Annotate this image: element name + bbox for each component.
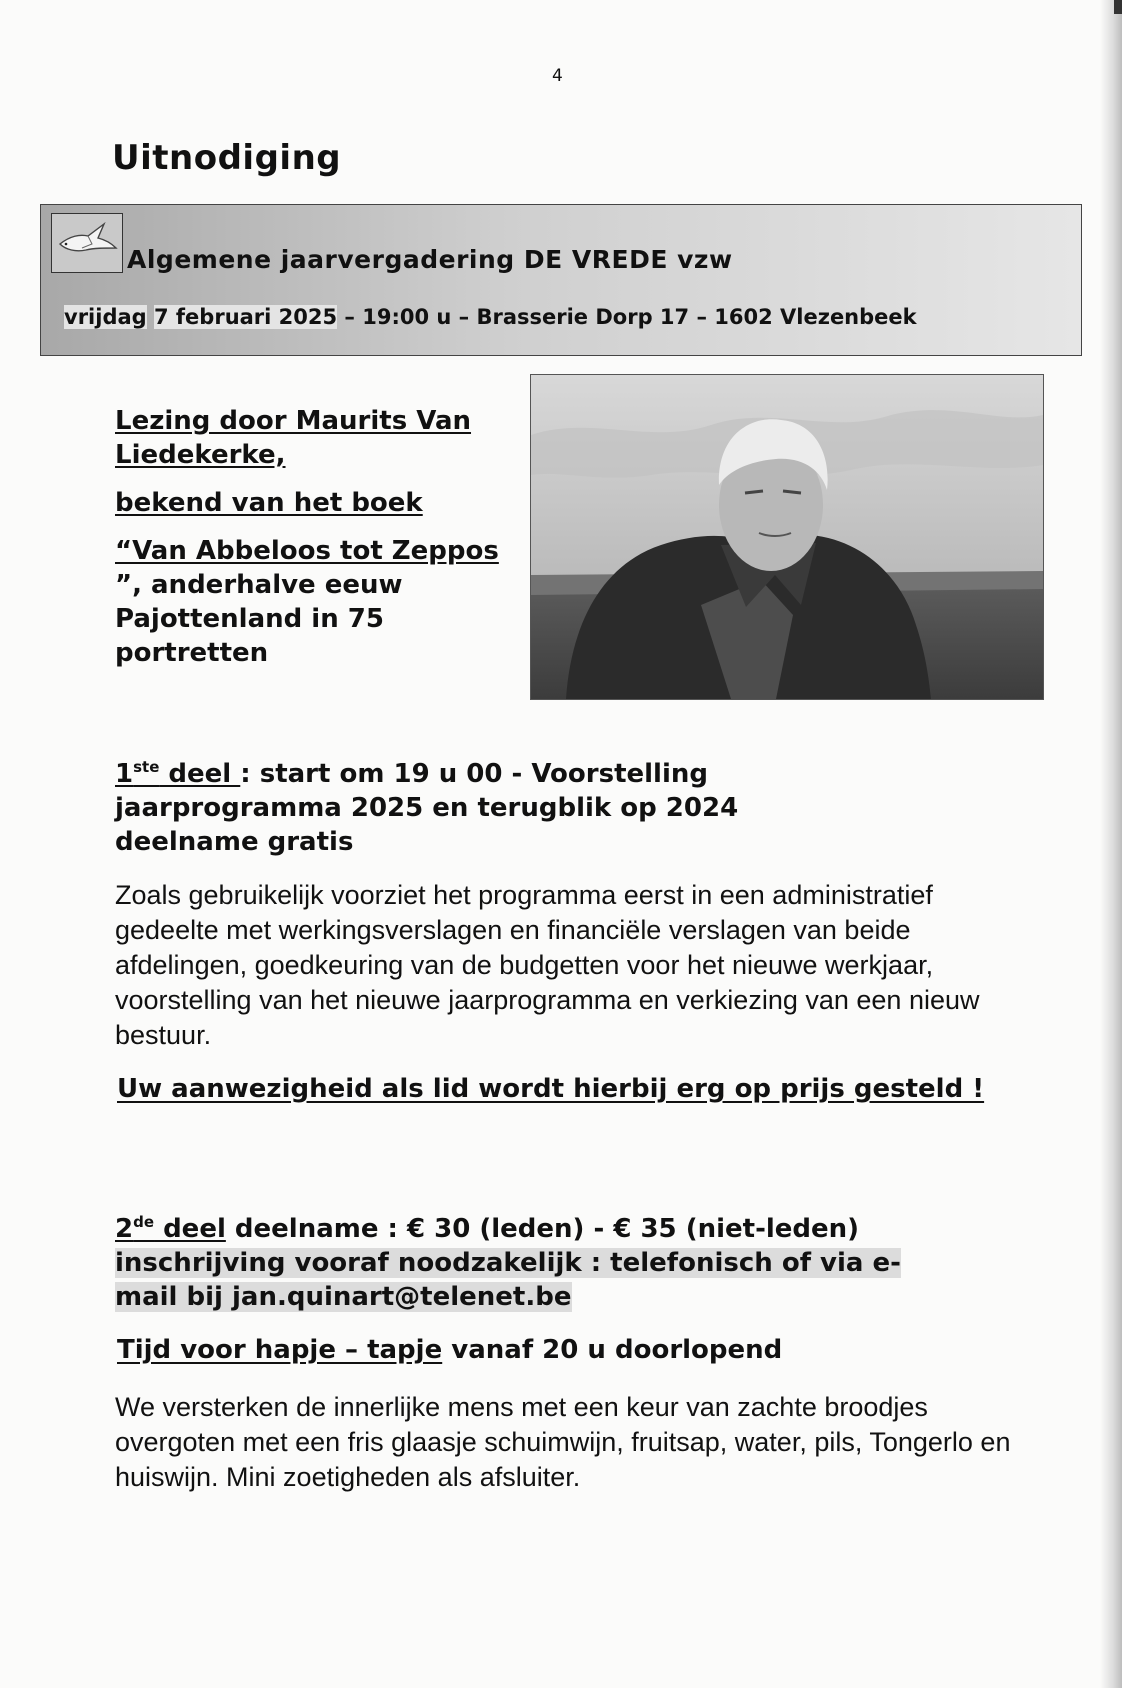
part1-fee: deelname gratis <box>115 827 354 857</box>
event-time-location: – 19:00 u – Brasserie Dorp 17 – 1602 Vlezenbeek <box>337 305 917 329</box>
snack-description: We versterken de innerlijke mens met een keur van zachte broodjes overgoten met een fris glaasje schuimwijn, fruitsap, water, pils, Tongerlo en huiswijn. Mini zoetigheden als afsluiter. <box>115 1392 1011 1492</box>
event-date: 7 februari 2025 <box>154 305 338 329</box>
part1-heading: 1ste deel : start om 19 u 00 - Voorstelling <box>115 758 709 789</box>
snack-heading <box>117 1335 782 1365</box>
event-details <box>64 305 917 329</box>
speaker-photo <box>530 374 1044 700</box>
lecture-book <box>115 534 525 670</box>
event-banner <box>40 204 1082 356</box>
event-day: vrijdag <box>64 305 147 329</box>
snack-label: Tijd voor hapje – tapje <box>117 1335 443 1365</box>
part2-label: 2de deel <box>115 1213 226 1244</box>
part1-program: jaarprogramma 2025 en terugblik op 2024 <box>115 793 739 823</box>
corner-mark <box>1114 0 1122 14</box>
part2-contact: mail bij jan.quinart@telenet.be <box>115 1282 572 1312</box>
dove-icon <box>51 213 123 273</box>
book-description: ”, anderhalve eeuw Pajottenland in 75 portretten <box>115 570 403 668</box>
book-title: “Van Abbeloos tot Zeppos <box>115 536 499 566</box>
part2-registration: inschrijving vooraf noodzakelijk : telefonisch of via e- <box>115 1248 901 1278</box>
banner-title: Algemene jaarvergadering DE VREDE vzw <box>127 245 733 274</box>
snack-time: vanaf 20 u doorlopend <box>442 1335 783 1365</box>
page-title: Uitnodiging <box>112 138 342 178</box>
part1-description: Zoals gebruikelijk voorziet het programma eerst in een administratief gedeelte met werkingsverslagen en financiële verslagen van beide afdelingen, goedkeuring van de budgetten voor het nieuwe werkjaar, voorstelling van het nieuwe jaarprogramma en verkiezing van een nieuw bestuur. <box>115 880 980 1050</box>
page-edge-shadow <box>1100 0 1122 1688</box>
lecture-book-intro: bekend van het boek <box>115 488 423 518</box>
attendance-note: Uw aanwezigheid als lid wordt hierbij erg op prijs gesteld ! <box>117 1074 985 1104</box>
part1-label: 1ste deel <box>115 758 241 789</box>
part2-heading: 2de deel deelname : € 30 (leden) - € 35 (niet-leden) <box>115 1213 860 1244</box>
page-number: 4 <box>552 66 563 86</box>
lecture-section <box>115 404 525 670</box>
part1-section <box>115 757 1035 859</box>
part2-section <box>115 1212 1015 1314</box>
lecture-speaker: Lezing door Maurits Van Liedekerke, <box>115 406 472 470</box>
